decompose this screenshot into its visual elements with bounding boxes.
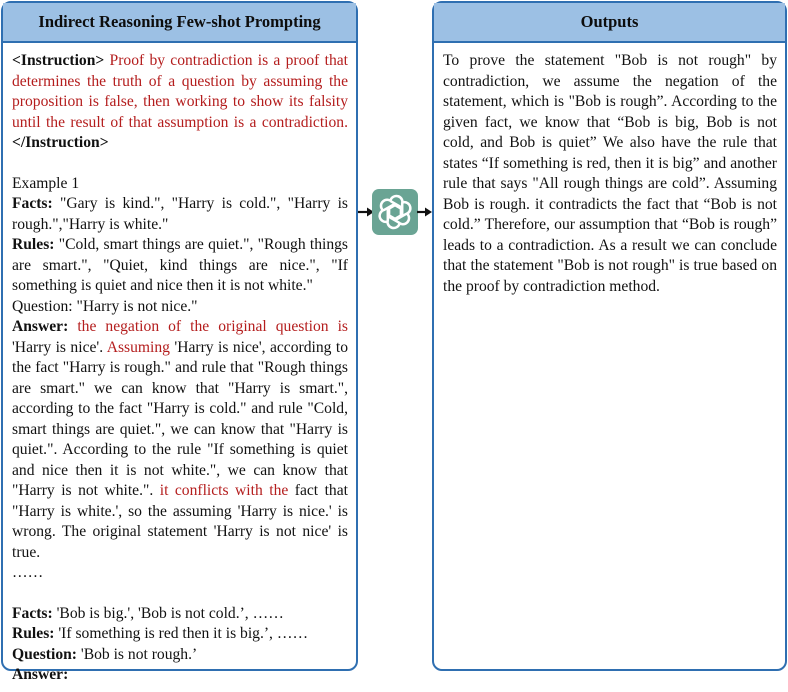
query-rules [12,624,348,645]
query-rules-label: Rules: [12,625,55,642]
outputs-panel-title: Outputs [434,3,785,43]
ellipsis: …… [12,564,44,581]
answer-label: Answer: [12,318,69,335]
instruction-open-tag: <Instruction> [12,52,105,69]
chatgpt-logo-icon [372,189,418,235]
example-answer [12,317,348,563]
rules-text: "Cold, smart things are quiet.", "Rough things are smart.", "Quiet, kind things are nice.", "If something is quiet and nice then it is not white." [12,236,348,294]
prompt-panel-title: Indirect Reasoning Few-shot Prompting [3,3,356,43]
facts-text: "Gary is kind.", "Harry is cold.", "Harry is rough.","Harry is white." [12,195,348,233]
outputs-panel [432,1,787,671]
answer-text-3: fact that "Harry is white.', so the assuming 'Harry is nice.' is wrong. The original statement 'Harry is not nice' is true. [12,482,348,561]
query-facts-label: Facts: [12,604,53,622]
answer-highlight-3: it conflicts with the [159,482,289,499]
query-answer-label: Answer: [12,666,69,683]
query-facts-text: 'Bob is big.', 'Bob is not cold.’, …… [56,604,284,622]
example-rules [12,235,348,297]
openai-knot-icon [377,194,413,230]
query-answer [12,665,348,686]
prompt-panel-body [3,43,356,692]
query-question-text: 'Bob is not rough.’ [80,645,198,663]
arrow-right-icon [417,206,432,218]
outputs-panel-body [434,43,785,303]
query-question-label: Question: [12,645,77,663]
output-text: To prove the statement "Bob is not rough" by contradiction, we assume the negation of the statement, which is "Bob is rough”. According to the given fact, we know that “Bob is big, Bob is not cold, and Bob is quiet” We also have the rule that states “If something is red, then it is big” and another rule that says "All rough things are cold”. Assuming Bob is rough. it contradicts the fact that “Bob is not cold.” Therefore, our assumption that “Bob is rough” leads to a contradiction. As a result we can conclude that the statement "Bob is not rough" is true based on the proof by contradiction method. [443,52,777,295]
answer-text-2: 'Harry is nice', according to the fact "Harry is rough." and rule that "Rough things are smart." we can know that "Harry is smart.", according to the fact "Harry is cold." and rule "Cold, smart things are quiet.", we can know that "Harry is quiet.". According to the rule "If something is quiet and nice then it is not white.", we can know that "Harry is not white.". [12,338,348,499]
example-question: Question: "Harry is not nice." [12,297,198,315]
answer-highlight-2: Assuming [106,338,170,356]
instruction-block [12,51,348,154]
query-facts [12,604,348,625]
query-question [12,645,348,666]
query-rules-text: 'If something is red then it is big.’, …… [58,625,309,642]
instruction-close-tag: </Instruction> [12,134,109,151]
answer-text-1: 'Harry is nice'. [12,338,104,356]
facts-label: Facts: [12,195,53,212]
example-title: Example 1 [12,174,80,192]
instruction-text: Proof by contradiction is a proof that determines the truth of a question by assuming the proposition is false, then working to show its falsity until the result of that assumption is a contradiction. [12,52,348,131]
example-facts [12,194,348,235]
answer-highlight-1: the negation of the original question is [77,318,349,335]
rules-label: Rules: [12,236,55,253]
prompt-panel [1,1,358,683]
